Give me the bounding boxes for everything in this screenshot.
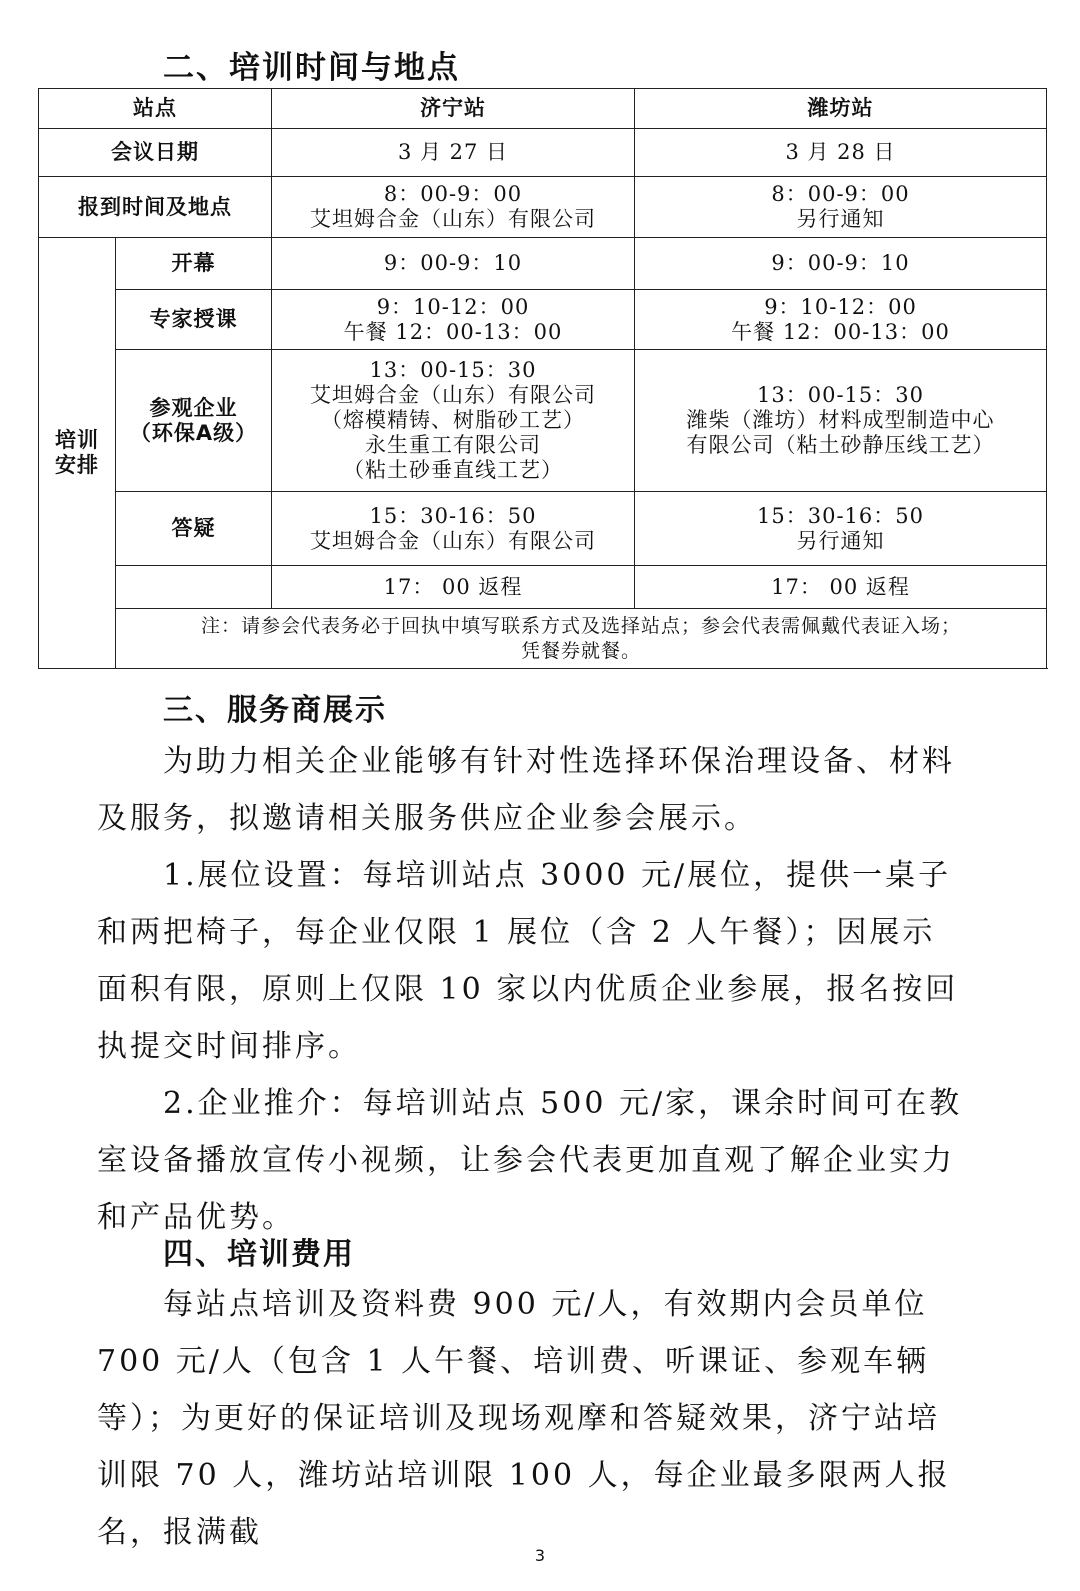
section-3-paragraph-intro: 为助力相关企业能够有针对性选择环保治理设备、材料及服务，拟邀请相关服务供应企业参会展示。 (97, 744, 955, 836)
date-weifang: 3 月 28 日 (635, 129, 1047, 177)
header-jining: 济宁站 (272, 89, 635, 129)
checkin-weifang: 8：00-9：00 另行通知 (635, 177, 1047, 238)
row-label-lecture: 专家授课 (116, 290, 272, 350)
section-3-heading: 三、服务商展示 (163, 693, 387, 728)
row-label-qa: 答疑 (116, 492, 272, 566)
table-header-row (39, 89, 1047, 129)
visit-jining: 13：00-15：30 艾坦姆合金（山东）有限公司 （熔模精铸、树脂砂工艺） 永生重工有限公司 （粘土砂垂直线工艺） (272, 350, 635, 492)
table-row-visit (39, 350, 1047, 492)
table-row-date (39, 129, 1047, 177)
table-row-qa (39, 492, 1047, 566)
return-label-empty (116, 566, 272, 609)
table-row-note (39, 609, 1047, 669)
row-label-checkin: 报到时间及地点 (39, 177, 272, 238)
opening-jining: 9：00-9：10 (272, 238, 635, 290)
table-note: 注：请参会代表务必于回执中填写联系方式及选择站点；参会代表需佩戴代表证入场； 凭餐券就餐。 (116, 609, 1047, 669)
table-row-return (39, 566, 1047, 609)
page-number: 3 (534, 1546, 546, 1565)
table-row-opening (39, 238, 1047, 290)
row-label-date: 会议日期 (39, 129, 272, 177)
date-jining: 3 月 27 日 (272, 129, 635, 177)
return-jining: 17： 00 返程 (272, 566, 635, 609)
lecture-weifang: 9：10-12：00 午餐 12：00-13：00 (635, 290, 1047, 350)
opening-weifang: 9：00-9：10 (635, 238, 1047, 290)
visit-weifang: 13：00-15：30 潍柴（潍坊）材料成型制造中心 有限公司（粘土砂静压线工艺） (635, 350, 1047, 492)
table-row-lecture (39, 290, 1047, 350)
section-4-heading: 四、培训费用 (163, 1237, 355, 1272)
row-label-opening: 开幕 (116, 238, 272, 290)
section-3-paragraph-booth: 1.展位设置：每培训站点 3000 元/展位，提供一桌子和两把椅子，每企业仅限 1 展位（含 2 人午餐）；因展示面积有限，原则上仅限 10 家以内优质企业参展，报名按回执提交时间排序。 (97, 858, 959, 1064)
checkin-jining: 8：00-9：00 艾坦姆合金（山东）有限公司 (272, 177, 635, 238)
qa-weifang: 15：30-16：50 另行通知 (635, 492, 1047, 566)
lecture-jining: 9：10-12：00 午餐 12：00-13：00 (272, 290, 635, 350)
section-4-paragraph-fees: 每站点培训及资料费 900 元/人，有效期内会员单位 700 元/人（包含 1 人午餐、培训费、听课证、参观车辆等）；为更好的保证培训及现场观摩和答疑效果，济宁站培训限 70 人，潍坊站培训限 100 人，每企业最多限两人报名，报满截 (97, 1287, 951, 1550)
header-weifang: 潍坊站 (635, 89, 1047, 129)
table-row-checkin (39, 177, 1047, 238)
group-label-training-schedule: 培训 安排 (39, 238, 116, 669)
header-station: 站点 (39, 89, 272, 129)
section-2-heading: 二、培训时间与地点 (163, 50, 460, 86)
section-3-paragraph-promotion: 2.企业推介：每培训站点 500 元/家，课余时间可在教室设备播放宣传小视频，让参会代表更加直观了解企业实力和产品优势。 (97, 1086, 963, 1235)
qa-jining: 15：30-16：50 艾坦姆合金（山东）有限公司 (272, 492, 635, 566)
return-weifang: 17： 00 返程 (635, 566, 1047, 609)
section-4-body (97, 1276, 967, 1561)
schedule-table (38, 88, 1047, 669)
row-label-visit: 参观企业 （环保A级） (116, 350, 272, 492)
section-3-body (97, 733, 967, 1246)
